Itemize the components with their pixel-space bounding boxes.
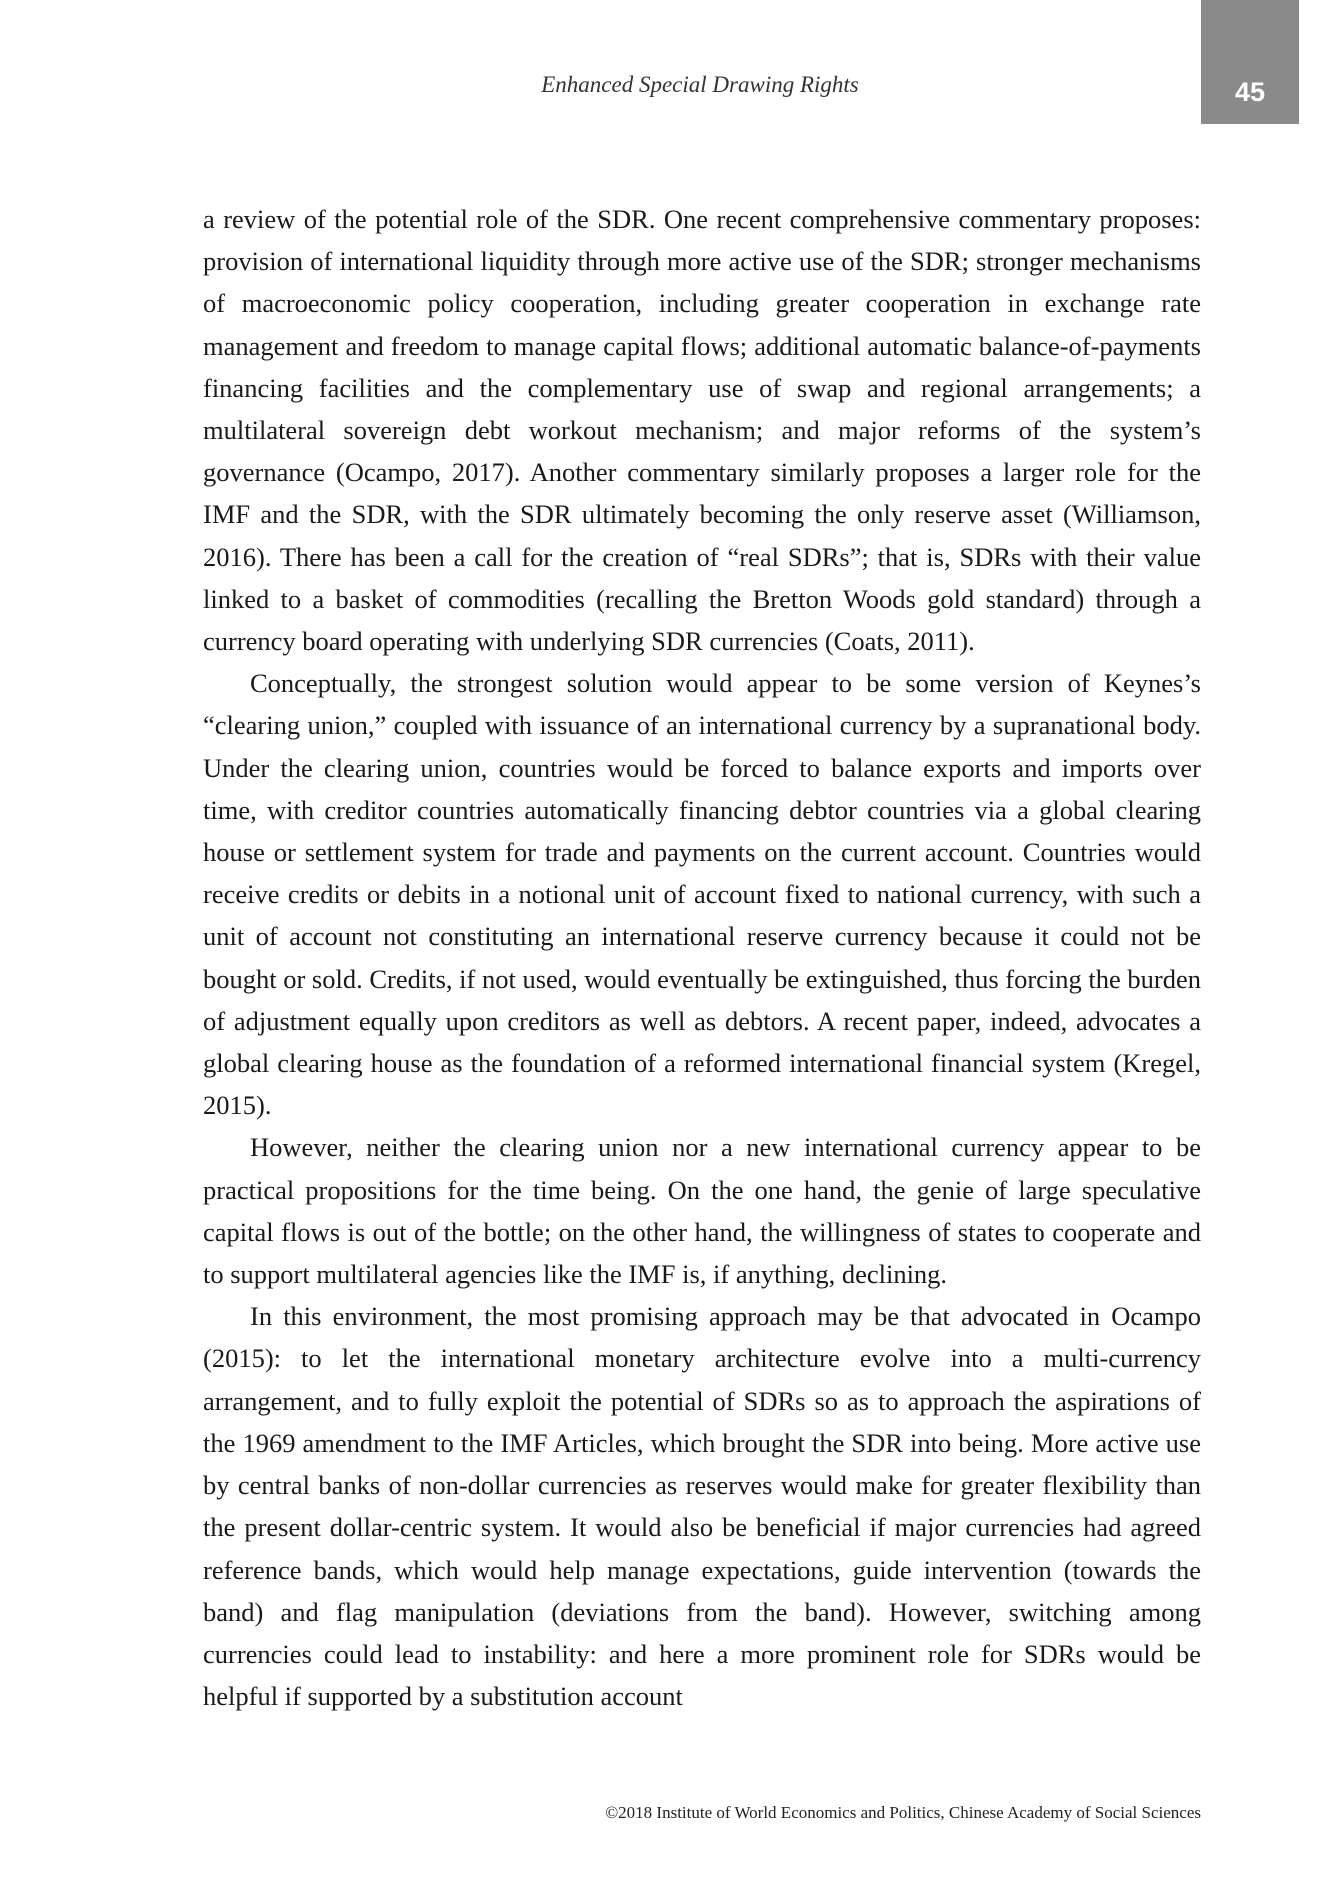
page-number: 45 bbox=[1234, 77, 1266, 107]
paragraph-1: a review of the potential role of the SDR. One recent comprehensive commentary proposes: provision of international liquidity through more active use of the SDR; stronger mechanisms of macroeconomic policy cooperation, including greater cooperation in exchange rate management and freedom to manage capital flows; additional automatic balance-of-payments financing facilities and the complementary use of swap and regional arrangements; a multilateral sovereign debt workout mechanism; and major reforms of the system’s governance (Ocampo, 2017). Another commentary similarly proposes a larger role for the IMF and the SDR, with the SDR ultimately becoming the only reserve asset (Williamson, 2016). There has been a call for the creation of “real SDRs”; that is, SDRs with their value linked to a basket of commodities (recalling the Bretton Woods gold standard) through a currency board operating with underlying SDR currencies (Coats, 2011). bbox=[203, 204, 1201, 657]
paragraph-4: In this environment, the most promising approach may be that advocated in Ocampo (2015): to let the international monetary architecture evolve into a multi-currency arrangement, and to fully exploit the potential of SDRs so as to approach the aspirations of the 1969 amendment to the IMF Articles, which brought the SDR into being. More active use by central banks of non-dollar currencies as reserves would make for greater flexibility than the present dollar-centric system. It would also be beneficial if major currencies had agreed reference bands, which would help manage expectations, guide intervention (towards the band) and flag manipulation (deviations from the band). However, switching among currencies could lead to instability: and here a more prominent role for SDRs would be helpful if supported by a substitution account bbox=[203, 1301, 1201, 1712]
paragraph-3: However, neither the clearing union nor a new international currency appear to be practical propositions for the time being. On the one hand, the genie of large speculative capital flows is out of the bottle; on the other hand, the willingness of states to cooperate and to support multilateral agencies like the IMF is, if anything, declining. bbox=[203, 1132, 1201, 1290]
page-number-tab bbox=[1201, 0, 1299, 124]
copyright-footer: ©2018 Institute of World Economics and Politics, Chinese Academy of Social Sciences bbox=[605, 1803, 1201, 1822]
body-text bbox=[203, 198, 1201, 1717]
running-head-title: Enhanced Special Drawing Rights bbox=[541, 72, 859, 97]
paragraph-2: Conceptually, the strongest solution would appear to be some version of Keynes’s “clearing union,” coupled with issuance of an international currency by a supranational body. Under the clearing union, countries would be forced to balance exports and imports over time, with creditor countries automatically financing debtor countries via a global clearing house or settlement system for trade and payments on the current account. Countries would receive credits or debits in a notional unit of account fixed to national currency, with such a unit of account not constituting an international reserve currency because it could not be bought or sold. Credits, if not used, would eventually be extinguished, thus forcing the burden of adjustment equally upon creditors as well as debtors. A recent paper, indeed, advocates a global clearing house as the foundation of a reformed international financial system (Kregel, 2015). bbox=[203, 668, 1202, 1121]
